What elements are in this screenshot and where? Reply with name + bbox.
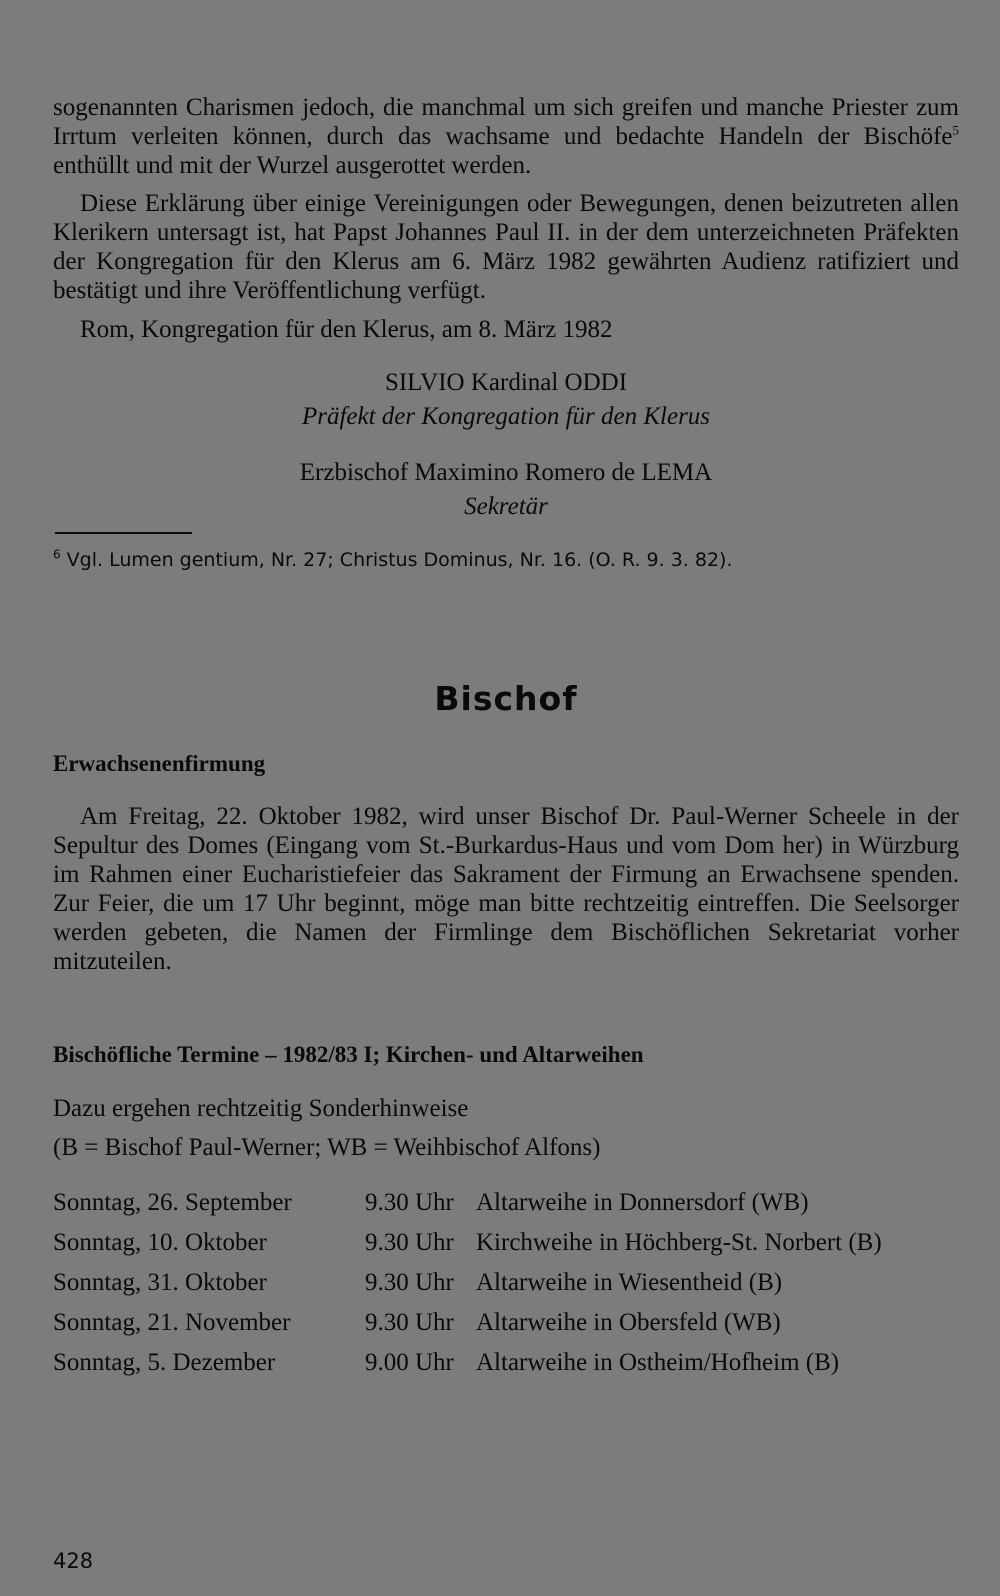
signature-name-prefect: SILVIO Kardinal ODDI [384,369,628,396]
schedule-date: Sonntag, 31. Oktober [53,1269,267,1296]
schedule-row [53,1343,959,1383]
footnote [53,546,959,574]
schedule-row [53,1303,959,1343]
schedule-date: Sonntag, 26. September [53,1189,292,1216]
footnote-divider [55,532,192,534]
schedule-event: Altarweihe in Obersfeld (WB) [476,1309,781,1336]
schedule-date: Sonntag, 5. Dezember [53,1349,276,1376]
schedule-time: 9.30 Uhr [365,1189,454,1216]
subheading-erwachsenenfirmung: Erwachsenenfirmung [53,751,266,776]
schedule-row [53,1183,959,1223]
document-page [53,93,959,1383]
subheading-termine: Bischöfliche Termine – 1982/83 I; Kirchen- und Altarweihen [53,1042,644,1067]
paragraph-continuation [53,93,959,180]
paragraph-continuation-end: enthüllt und mit der Wurzel ausgerottet werden. [53,152,532,179]
section-heading: Bischof [434,679,578,718]
schedule-event: Altarweihe in Wiesentheid (B) [476,1269,783,1296]
page-number: 428 [53,1549,94,1573]
footnote-text: Vgl. Lumen gentium, Nr. 27; Christus Dominus, Nr. 16. (O. R. 9. 3. 82). [60,549,733,571]
paragraph-firmung: Am Freitag, 22. Oktober 1982, wird unser Bischof Dr. Paul-Werner Scheele in der Sepultur des Domes (Eingang vom St.-Burkardus-Haus und vom Dom her) in Würzburg im Rahmen einer Eucharistiefeier das Sakrament der Firmung an Erwachsene spenden. Zur Feier, die um 17 Uhr beginnt, möge man bitte rechtzeitig eintreffen. Die Seelsorger werden gebeten, die Namen der Firmlinge dem Bischöflichen Sekretariat vorher mitzuteilen. [53,803,959,975]
signature-title-secretary: Sekretär [464,493,548,520]
schedule-row [53,1223,959,1263]
schedule-time: 9.30 Uhr [365,1269,454,1296]
schedule-event: Kirchweihe in Höchberg-St. Norbert (B) [476,1229,882,1256]
signature-name-secretary: Erzbischof Maximino Romero de LEMA [299,459,713,486]
schedule-event: Altarweihe in Ostheim/Hofheim (B) [476,1349,840,1376]
schedule-event: Altarweihe in Donnersdorf (WB) [476,1189,809,1216]
schedule-intro-line-2: (B = Bischof Paul-Werner; WB = Weihbischof Alfons) [53,1134,601,1161]
schedule-time: 9.00 Uhr [365,1349,454,1376]
signature-title-prefect: Präfekt der Kongregation für den Klerus [301,403,711,430]
schedule-time: 9.30 Uhr [365,1309,454,1336]
schedule-intro-line-1: Dazu ergehen rechtzeitig Sonderhinweise [53,1095,469,1122]
paragraph-continuation-text: sogenannten Charismen jedoch, die manchmal um sich greifen und manche Priester zum Irrtum verleiten können, durch das wachsame und bedachte Handeln der Bischöfe [53,94,959,150]
schedule-list [53,1183,959,1383]
footnote-reference: 5 [952,122,959,138]
schedule-date: Sonntag, 10. Oktober [53,1229,267,1256]
paragraph-declaration: Diese Erklärung über einige Vereinigungen oder Bewegungen, denen beizutreten allen Klerikern untersagt ist, hat Papst Johannes Paul II. in der dem unterzeichneten Präfekten der Kongregation für den Klerus am 6. März 1982 gewährten Audienz ratifiziert und bestätigt und ihre Veröffentlichung verfügt. [53,190,959,304]
schedule-date: Sonntag, 21. November [53,1309,291,1336]
schedule-time: 9.30 Uhr [365,1229,454,1256]
footnote-marker: 6 [53,547,61,562]
place-date-line: Rom, Kongregation für den Klerus, am 8. März 1982 [80,316,613,343]
schedule-row [53,1263,959,1303]
